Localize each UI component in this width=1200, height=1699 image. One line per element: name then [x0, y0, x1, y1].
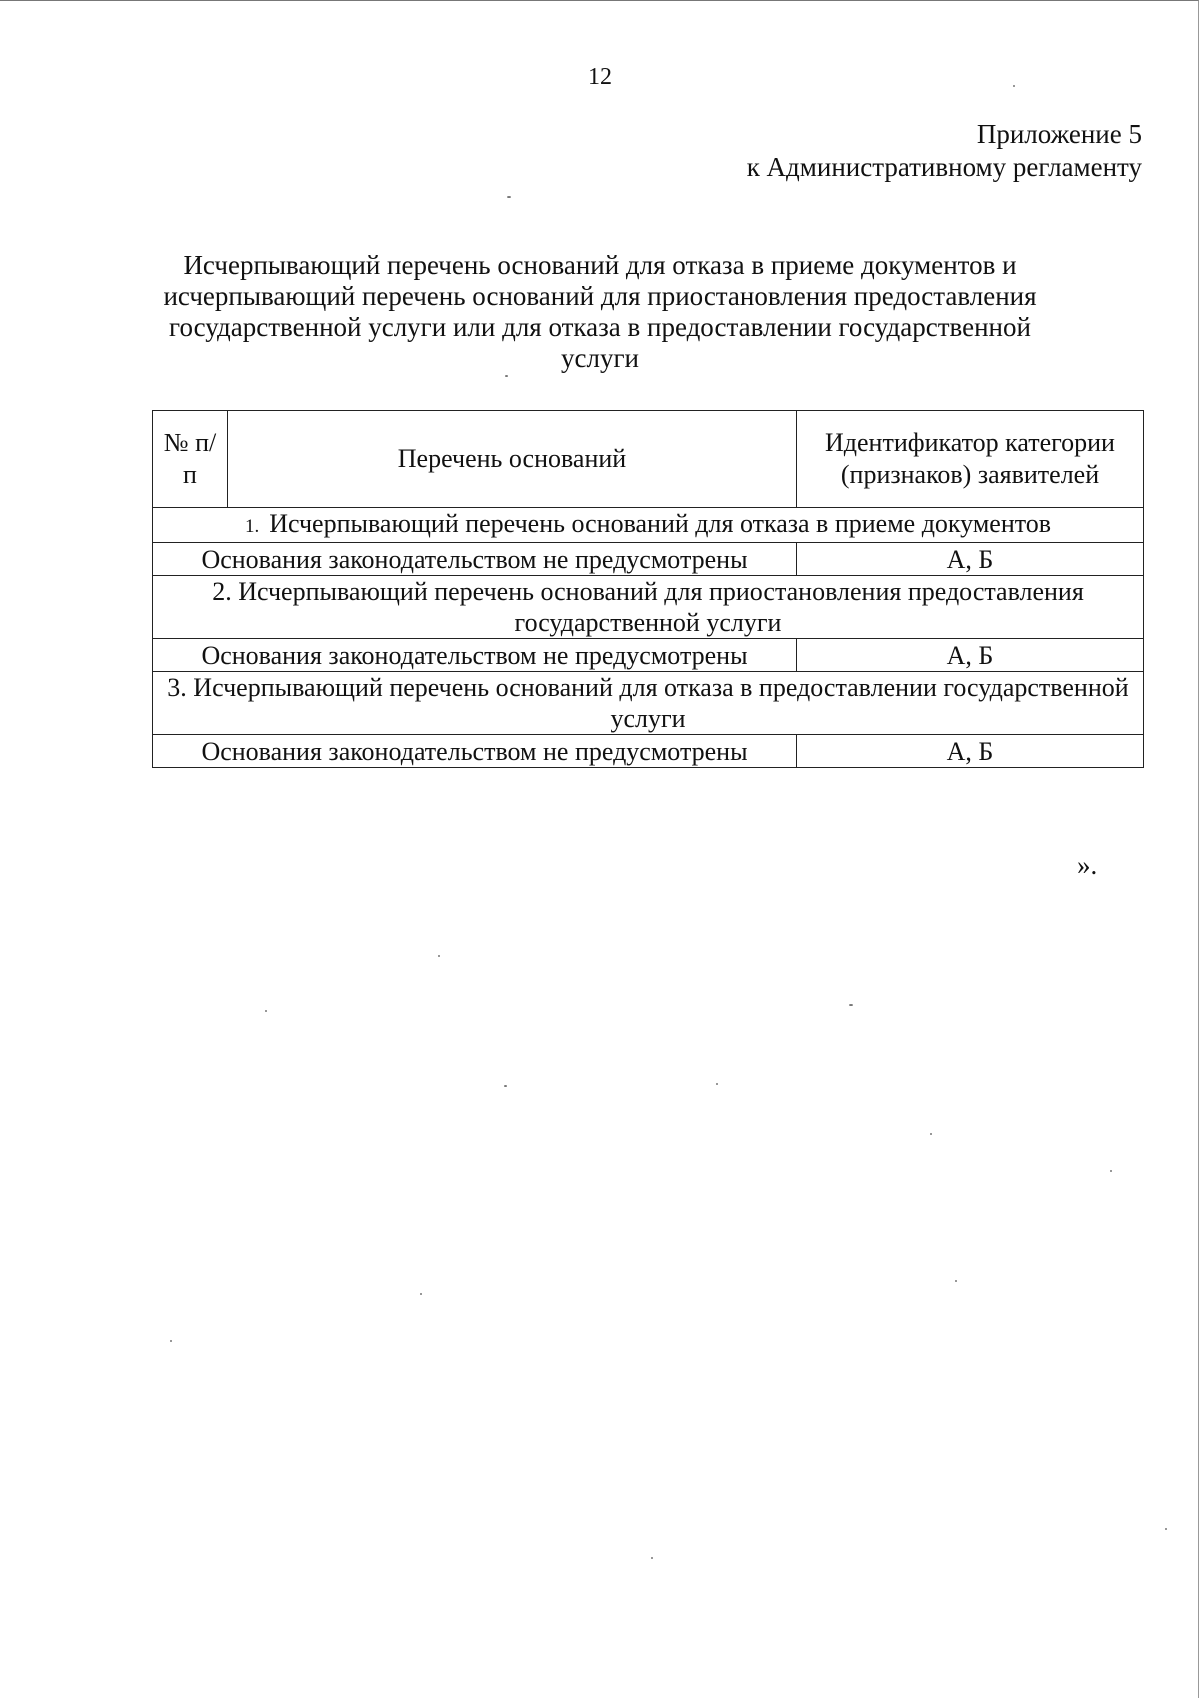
header-identifier: Идентификатор категории (признаков) заявителей	[797, 411, 1144, 508]
table-row	[153, 639, 1144, 672]
identifier-cell: А, Б	[797, 735, 1144, 768]
section-number-1: 1.	[244, 516, 260, 537]
section-title-1	[153, 508, 1144, 543]
header-grounds: Перечень оснований	[228, 411, 797, 508]
scan-speck	[504, 1085, 507, 1087]
scan-speck	[716, 1083, 718, 1085]
appendix-line-2: к Административному регламенту	[746, 152, 1142, 182]
header-number: № п/п	[153, 411, 228, 508]
page-number: 12	[588, 64, 612, 90]
section-row-3	[153, 672, 1144, 735]
scan-speck	[1013, 85, 1015, 87]
scan-speck	[438, 955, 440, 957]
grounds-table	[152, 410, 1144, 768]
table-header-row	[153, 411, 1144, 508]
scan-speck	[505, 375, 508, 377]
scan-speck	[930, 1133, 932, 1135]
scan-speck	[265, 1010, 267, 1012]
section-row-1	[153, 508, 1144, 543]
document-title: Исчерпывающий перечень оснований для отказа в приеме документов и исчерпывающий перечень оснований для приостановления предоставления государственной услуги или для отказа в предоставлении государственной услуги	[163, 250, 1037, 373]
appendix-reference	[747, 118, 1142, 184]
scan-speck	[170, 1340, 172, 1342]
section-row-2	[153, 576, 1144, 639]
table-row	[153, 543, 1144, 576]
closing-quote: ».	[1077, 850, 1098, 880]
scan-speck	[1165, 1528, 1167, 1530]
scan-speck	[507, 196, 511, 198]
scan-speck	[955, 1280, 957, 1282]
identifier-cell: А, Б	[797, 543, 1144, 576]
ground-cell: Основания законодательством не предусмотрены	[153, 735, 797, 768]
scan-speck	[1110, 1170, 1112, 1172]
ground-cell: Основания законодательством не предусмотрены	[153, 639, 797, 672]
scan-speck	[420, 1293, 422, 1295]
section-title-3: 3. Исчерпывающий перечень оснований для отказа в предоставлении государственной услуги	[153, 672, 1144, 735]
section-title-text-1: Исчерпывающий перечень оснований для отказа в приеме документов	[269, 509, 1052, 538]
identifier-cell: А, Б	[797, 639, 1144, 672]
section-title-2: 2. Исчерпывающий перечень оснований для приостановления предоставления государственной услуги	[153, 576, 1144, 639]
scan-speck	[651, 1557, 653, 1559]
scan-speck	[849, 1004, 853, 1006]
ground-cell: Основания законодательством не предусмотрены	[153, 543, 797, 576]
appendix-line-1: Приложение 5	[976, 119, 1142, 149]
table-row	[153, 735, 1144, 768]
